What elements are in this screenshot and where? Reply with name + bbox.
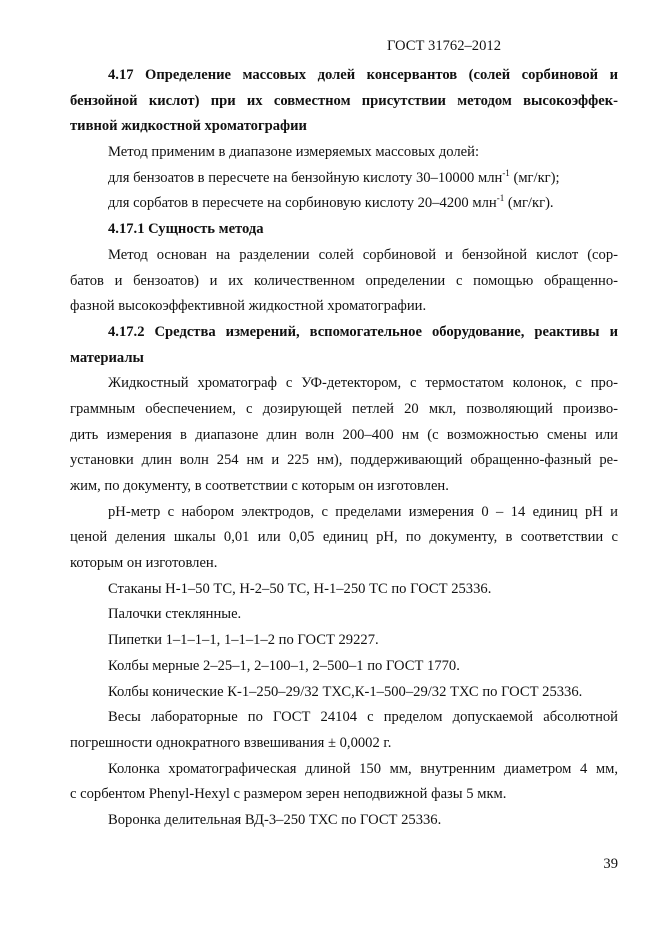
- chromatograph-line-4: установки длин волн 254 нм и 225 нм), поддерживающий обращенно-фазный ре-: [70, 452, 618, 469]
- ph-meter-line-2: ценой деления шкалы 0,01 или 0,05 единиц рН, по документу, в соответствии с: [70, 529, 618, 546]
- chromatograph-line-1: Жидкостный хроматограф с УФ-детектором, с термостатом колонок, с про-: [108, 375, 618, 392]
- conical-flasks-item: Колбы конические К-1–250–29/32 ТХС,К-1–500–29/32 ТХС по ГОСТ 25336.: [108, 683, 583, 700]
- ph-meter-line-1: рН-метр с набором электродов, с пределами измерения 0 – 14 единиц рН и: [108, 503, 618, 520]
- range-sorbate-exponent: -1: [496, 193, 505, 204]
- range-benzoate-text: для бензоатов в пересчете на бензойную кислоту 30–10000 млн: [108, 169, 503, 186]
- section-4-17-2-title-line-2: материалы: [70, 349, 144, 366]
- page-number: 39: [603, 856, 618, 872]
- column-line-2: с сорбентом Phenyl-Hexyl с размером зерен неподвижной фазы 5 мкм.: [70, 786, 507, 803]
- principle-line-2: батов и бензоатов) и их количественном определении с помощью обращенно-: [70, 272, 618, 289]
- page-content: [70, 63, 618, 834]
- chromatograph-line-5: жим, по документу, в соответствии с которым он изготовлен.: [70, 478, 449, 494]
- range-sorbate-text: для сорбатов в пересчете на сорбиновую кислоту 20–4200 млн: [108, 195, 497, 212]
- section-4-17-2-title-line-1: 4.17.2 Средства измерений, вспомогательное оборудование, реактивы и: [108, 323, 618, 340]
- scales-line-2: погрешности однократного взвешивания ± 0,0002 г.: [70, 734, 392, 751]
- beakers-item: Стаканы Н-1–50 ТС, Н-2–50 ТС, Н-1–250 ТС по ГОСТ 25336.: [108, 580, 492, 597]
- section-4-17-1-title: 4.17.1 Сущность метода: [108, 221, 264, 238]
- principle-line-1: Метод основан на разделении солей сорбиновой и бензойной кислот (сор-: [108, 246, 618, 263]
- funnel-item: Воронка делительная ВД-3–250 ТХС по ГОСТ 25336.: [108, 811, 442, 828]
- section-4-17-title-line-2: бензойной кислот) при их совместном присутствии методом высокоэффек-: [70, 92, 618, 109]
- method-intro: Метод применим в диапазоне измеряемых массовых долей:: [108, 144, 479, 161]
- chromatograph-line-3: дить измерения в диапазоне длин волн 200–400 нм (с возможностью смены или: [70, 426, 618, 443]
- principle-line-3: фазной высокоэффективной жидкостной хроматографии.: [70, 298, 427, 315]
- pipettes-item: Пипетки 1–1–1–1, 1–1–1–2 по ГОСТ 29227.: [108, 632, 379, 649]
- glass-rods-item: Палочки стеклянные.: [108, 606, 242, 623]
- standard-header: ГОСТ 31762–2012: [386, 38, 501, 54]
- range-benzoate: [70, 166, 618, 192]
- column-line-1: Колонка хроматографическая длиной 150 мм, внутренним диаметром 4 мм,: [108, 760, 618, 777]
- section-4-17-title-line-3: тивной жидкостной хроматографии: [70, 118, 307, 135]
- range-sorbate-unit: (мг/кг).: [504, 195, 554, 212]
- section-4-17-title-line-1: 4.17 Определение массовых долей консервантов (солей сорбиновой и: [108, 67, 618, 83]
- chromatograph-line-2: граммным обеспечением, с дозирующей петлей 20 мкл, позволяющий произво-: [70, 400, 618, 417]
- scales-line-1: Весы лабораторные по ГОСТ 24104 с пределом допускаемой абсолютной: [108, 709, 618, 726]
- range-sorbate: [70, 191, 618, 217]
- volumetric-flasks-item: Колбы мерные 2–25–1, 2–100–1, 2–500–1 по ГОСТ 1770.: [108, 657, 460, 674]
- range-benzoate-unit: (мг/кг);: [509, 169, 560, 186]
- range-benzoate-exponent: -1: [502, 167, 510, 178]
- ph-meter-line-3: которым он изготовлен.: [70, 555, 218, 572]
